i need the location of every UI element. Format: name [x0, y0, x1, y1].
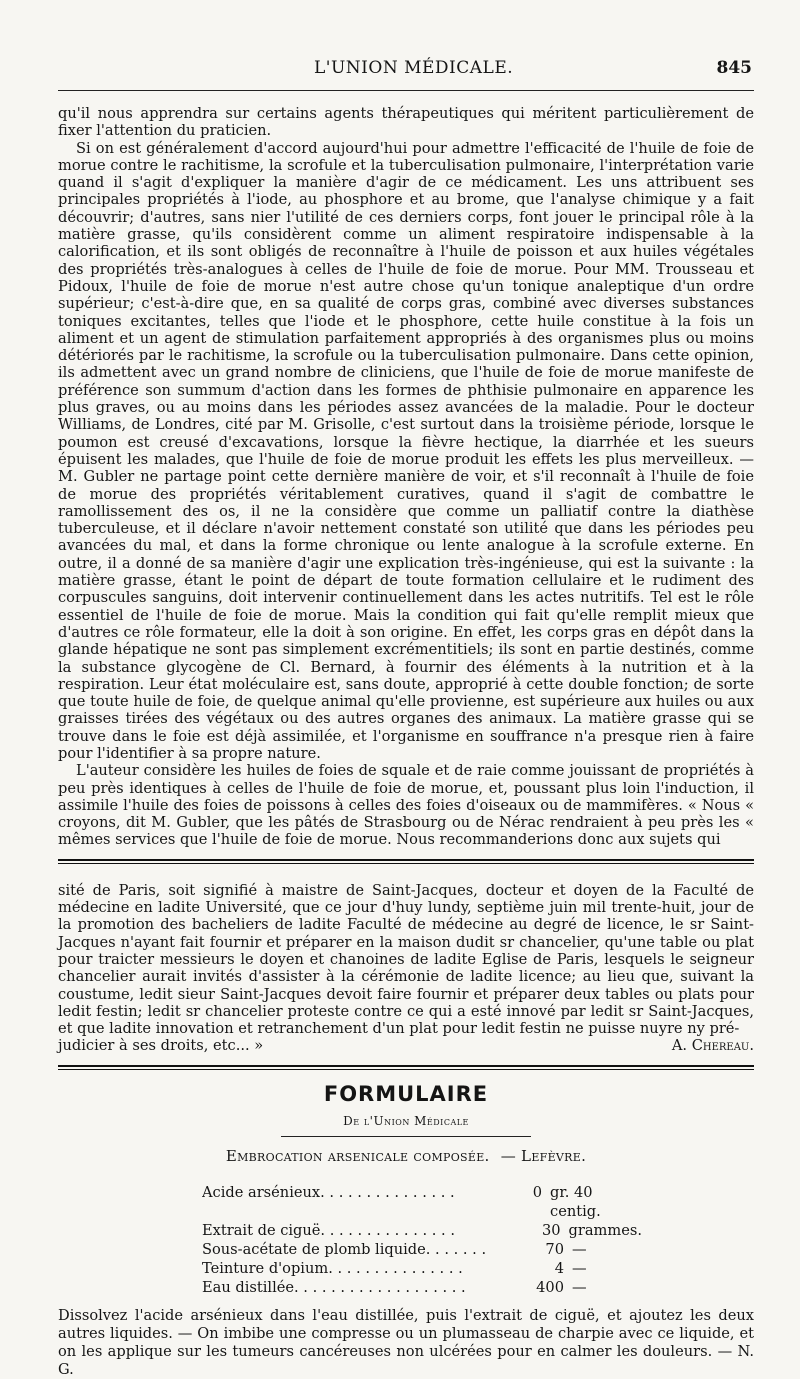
header-rule [58, 90, 754, 91]
ingredient-quantity: 30 [541, 1221, 561, 1239]
feuilleton-divider [58, 859, 754, 864]
feuilleton-body [58, 882, 754, 1055]
ingredient-unit: gr. 40 centig. [550, 1183, 601, 1220]
ingredient-unit: grammes. [568, 1221, 642, 1239]
recipe-instructions-text: Dissolvez l'acide arsénieux dans l'eau distillée, puis l'extrait de ciguë, et ajoutez les deux autres liquides. — On imbibe une compresse ou un plumasseau de charpie avec ce liquide, et on les applique sur les tumeurs cancéreuses non ulcérées pour en calmer les douleurs. [58, 1306, 754, 1360]
formulaire-title: FORMULAIRE [323, 1081, 489, 1106]
recipe-instructions-signature: — N. G. [58, 1342, 754, 1378]
formulaire-section [58, 1082, 754, 1165]
ingredient-unit: — [572, 1259, 587, 1277]
ingredient-name: Teinture d'opium. . . . . . . . . . . . . . . [202, 1259, 463, 1277]
recipe-instructions [58, 1307, 754, 1379]
ingredient-quantity: 400 [536, 1278, 564, 1296]
ingredient-quantity: 4 [554, 1259, 564, 1277]
journal-page [58, 52, 754, 1379]
page-number: 845 [716, 58, 752, 78]
ingredient-quantity: 0 [532, 1183, 543, 1201]
feuilleton-paragraph: sité de Paris, soit signifié à maistre de Saint-Jacques, docteur et doyen de la Faculté de médecine en ladite Université, que ce jour d'huy lundy, septième juin mil trente-huit, jour de la promotion des bacheliers de ladite Faculté de médecine au degré de licence, le sr Saint-Jacques n'ayant fait fournir et préparer en la maison dudit sr chancelier, qu'une table ou plat pour traicter messieurs le doyen et chanoines de ladite Eglise de Paris, lesquels le seigneur chancelier aurait invités d'assister à la cérémonie de ladite licence; au lieu que, suivant la coustume, ledit sieur Saint-Jacques devoit faire fournir et préparer deux tables ou plats pour ledit festin; ledit sr chancelier proteste contre ce qui a esté innové par ledit sr Saint-Jacques, et que ladite innovation et retranchement d'un plat pour ledit festin ne puisse nuyre ny pré- [58, 881, 754, 1038]
article-paragraph: qu'il nous apprendra sur certains agents thérapeutiques qui méritent particulièrement de fixer l'attention du praticien. [58, 105, 754, 140]
formulaire-divider [58, 1065, 754, 1070]
ingredient-name: Extrait de ciguë. . . . . . . . . . . . . . . [202, 1221, 455, 1239]
journal-title: L'UNION MÉDICALE. [314, 58, 514, 78]
ingredient-list [202, 1183, 642, 1297]
ingredient-row [202, 1221, 642, 1240]
formulaire-rule [281, 1136, 531, 1137]
formulaire-subtitle: De l'Union Médicale [343, 1113, 469, 1128]
feuilleton-closing [58, 1037, 754, 1054]
ingredient-name: Eau distillée. . . . . . . . . . . . . . . . . . . [202, 1278, 466, 1296]
feuilleton-last-line: judicier à ses droits, etc... » [58, 1037, 264, 1055]
article-body [58, 105, 754, 849]
ingredient-row [202, 1240, 642, 1259]
recipe-title [58, 1147, 754, 1165]
recipe-name: Embrocation arsenicale composée. [225, 1146, 490, 1165]
ingredient-quantity: 70 [545, 1240, 564, 1258]
ingredient-unit: — [572, 1278, 587, 1296]
ingredient-name: Acide arsénieux. . . . . . . . . . . . . . . [202, 1183, 455, 1201]
ingredient-row [202, 1259, 642, 1278]
article-paragraph: L'auteur considère les huiles de foies de squale et de raie comme jouissant de propriétés à peu près identiques à celles de l'huile de foie de morue, et, poussant plus loin l'induction, il assimile l'huile des foies de poissons à celles des foies d'oiseaux ou de mammifères. « Nous « croyons, dit M. Gubler, que les pâtés de Strasbourg ou de Nérac rendraient à peu près les « mêmes services que l'huile de foie de morue. Nous recommanderions donc aux sujets qui [58, 762, 754, 849]
ingredient-row [202, 1183, 642, 1221]
ingredient-unit: — [572, 1240, 587, 1258]
article-paragraph: Si on est généralement d'accord aujourd'hui pour admettre l'efficacité de l'huile de foie de morue contre le rachitisme, la scrofule et la tuberculisation pulmonaire, l'interprétation varie quand il s'agit d'expliquer la manière d'agir de ce médicament. Les uns attribuent ses principales propriétés à l'iode, au phosphore et au brome, que l'analyse chimique y a fait découvrir; d'autres, sans nier l'utilité de ces derniers corps, font jouer le principal rôle à la matière grasse, qu'ils considèrent comme un aliment respiratoire indispensable à la calorification, et ils sont obligés de reconnaître à l'huile de poisson et aux huiles végétales des propriétés très-analogues à celles de l'huile de foie de morue. Pour MM. Trousseau et Pidoux, l'huile de foie de morue n'est autre chose qu'un tonique analeptique d'un ordre supérieur; c'est-à-dire que, en sa qualité de corps gras, combiné avec diverses substances toniques excitantes, telles que l'iode et le phosphore, cette huile constitue à la fois un aliment et un agent de stimulation parfaitement appropriés à des organismes plus ou moins détériorés par le rachitisme, la scrofule ou la tuberculisation pulmonaire. Dans cette opinion, ils admettent avec un grand nombre de cliniciens, que l'huile de foie de morue manifeste de préférence son summum d'action dans les formes de phthisie pulmonaire en apparence les plus graves, ou au moins dans les périodes assez avancées de la maladie. Pour le docteur Williams, de Londres, cité par M. Grisolle, c'est surtout dans la troisième période, lorsque le poumon est creusé d'excavations, lorsque la fièvre hectique, la diarrhée et les sueurs épuisent les malades, que l'huile de foie de morue produit les effets les plus merveilleux. — M. Gubler ne partage point cette dernière manière de voir, et s'il reconnaît à l'huile de foie de morue des propriétés véritablement curatives, quand il s'agit de combattre le ramollissement des os, il ne la considère que comme un palliatif contre la diathèse tuberculeuse, et il déclare n'avoir nettement constaté son utilité que dans les périodes peu avancées du mal, et dans la forme chronique ou lente analogue à la scrofule externe. En outre, il a donné de sa manière d'agir une explication très-ingénieuse, qui est la suivante : la matière grasse, étant le point de départ de toute formation cellulaire et le rudiment des corpuscules sanguins, doit intervenir continuellement dans les actes nutritifs. Tel est le rôle essentiel de l'huile de foie de morue. Mais la condition qui fait qu'elle remplit mieux que d'autres ce rôle formateur, elle la doit à son origine. En effet, les corps gras en dépôt dans la glande hépatique ne sont pas simplement excrémentitiels; ils sont en partie destinés, comme la substance glycogène de Cl. Bernard, à fournir des éléments à la nutrition et à la respiration. Leur état moléculaire est, sans doute, approprié à cette double fonction; de sorte que toute huile de foie, de quelque animal qu'elle provienne, est supérieure aux huiles ou aux graisses tirées des végétaux ou des autres organes des animaux. La matière grasse qui se trouve dans le foie est déjà assimilée, et l'organisme en souffrance n'a presque rien à faire pour l'identifier à sa propre nature. [58, 139, 754, 762]
page-header [58, 52, 754, 86]
ingredient-name: Sous-acétate de plomb liquide. . . . . . . [202, 1240, 487, 1258]
recipe-author: — Lefèvre. [500, 1146, 587, 1165]
feuilleton-signature: A. Chereau. [671, 1037, 754, 1055]
ingredient-row [202, 1278, 642, 1297]
